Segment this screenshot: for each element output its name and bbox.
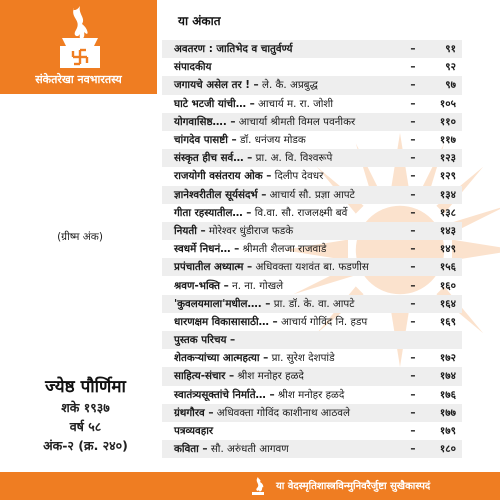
toc-dash: – [410,370,416,383]
toc-dash: – [410,134,416,147]
toc-title: स्वातंत्र्यसूक्तांचे निर्माते… – [174,388,275,401]
issue-title: ज्येष्ठ पौर्णिमा [45,377,126,397]
toc-page-number: १७२ [439,352,456,365]
issue-year: वर्ष ५८ [69,419,102,434]
toc-entry-text [162,351,406,365]
toc-page-number: १६० [439,279,456,292]
toc-author: प्रा. सुरेश देशपांडे [268,352,335,365]
toc-page-number: १२९ [439,170,456,183]
toc-title: जगायचे असेल तर ! – [174,79,259,92]
toc-row [162,240,462,258]
toc-page-number: ९२ [445,61,456,74]
toc-page-number: ११७ [439,134,456,147]
toc-page-number: १७७ [439,406,456,419]
toc-row [162,113,462,131]
left-column [0,0,160,500]
toc-row [162,386,462,404]
toc-dash: – [410,279,416,292]
toc-author: श्रीश मनोहर हळदे [234,370,304,383]
toc-entry-text [162,388,406,402]
toc-dash: – [410,152,416,165]
toc-entry-text [162,333,406,347]
toc-row [162,440,462,458]
toc-title: गीता रहस्यातील… – [174,206,252,219]
toc-entry-text [162,442,406,456]
toc-dash: – [410,261,416,274]
toc-author: प्रा. अ. वि. विश्वरूपे [252,152,333,165]
toc-entry-text [162,260,406,274]
toc-row [162,331,462,349]
toc-author: न. ना. गोखले [228,279,284,292]
table-of-contents [162,40,462,458]
toc-title: चांगदेव पासष्टी – [174,134,237,147]
toc-title: पत्रव्यवहार [174,425,214,438]
toc-author: वि.वा. सौ. राजलक्ष्मी बर्वे [251,206,348,219]
toc-title: घाटे भटजी यांची… – [174,97,255,110]
toc-title: धारणक्षम विकासासाठी… – [174,315,278,328]
toc-dash: – [410,406,416,419]
toc-author: ले. कै. अप्रबुद्ध [258,79,318,92]
toc-page-number: १२३ [439,152,456,165]
toc-entry-text [162,297,406,311]
toc-dash: – [410,297,416,310]
toc-title: शेतकऱ्यांच्या आत्महत्या – [174,352,269,365]
toc-entry-text [162,60,406,74]
toc-entry-text [162,224,406,238]
toc-dash: – [410,115,416,128]
toc-entry-text [162,424,406,438]
toc-entry-text [162,42,406,56]
toc-dash: – [410,388,416,401]
toc-page-number: १७९ [439,425,456,438]
toc-row [162,422,462,440]
issue-number: अंक-२ (क्र. २४०) [43,438,128,453]
toc-dash: – [410,443,416,456]
toc-title: साहित्य-संचार – [174,370,235,383]
toc-page-number: १०५ [439,97,456,110]
toc-page-number: १४३ [439,224,456,237]
toc-page-number: १७४ [439,370,456,383]
toc-entry-text [162,406,406,420]
toc-title: श्रवण-भक्ति – [174,279,229,292]
toc-dash: – [410,43,416,56]
toc-row [162,131,462,149]
footer-bar [0,472,500,500]
toc-entry-text [162,279,406,293]
toc-page-number: १३४ [439,188,456,201]
toc-title: ग्रंथगौरव – [174,406,214,419]
toc-entry-text [162,133,406,147]
toc-row [162,258,462,276]
toc-dash: – [410,224,416,237]
toc-page-number: ९७ [445,79,456,92]
toc-page-number: १७६ [439,388,456,401]
toc-title: संपादकीय [174,61,212,74]
toc-author: अधिवक्ता गोविंद काशीनाथ आठवले [213,406,351,419]
toc-row [162,40,462,58]
toc-page-number: १६४ [439,297,456,310]
toc-author: प्रा. डॉ. के. वा. आपटे [270,297,355,310]
toc-row [162,349,462,367]
toc-entry-text [162,315,406,329]
toc-dash: – [410,97,416,110]
toc-entry-text [162,78,406,92]
toc-row [162,95,462,113]
toc-author: आचार्य सौ. प्रज्ञा आपटे [266,188,355,201]
toc-page-number: ९१ [445,43,456,56]
toc-author: डॉ. धनंजय मोडक [236,134,306,147]
toc-entry-text [162,97,406,111]
toc-title: ज्ञानेश्वरीतील सूर्यसंदर्भ – [174,188,267,201]
toc-page-number: १६९ [439,315,456,328]
toc-dash: – [410,170,416,183]
toc-author: आचार्य गोविंद नि. हडप [277,315,368,328]
toc-row [162,167,462,185]
toc-row [162,295,462,313]
toc-row [162,58,462,76]
toc-entry-text [162,115,406,129]
toc-row [162,204,462,222]
toc-page-number: १८० [439,443,456,456]
toc-row [162,149,462,167]
toc-page-number: १३८ [439,206,456,219]
toc-author: आचार्या श्रीमती विमल पवनीकर [235,115,356,128]
toc-author: श्रीश मनोहर हळदे [274,388,345,401]
toc-dash: – [410,79,416,92]
flame-icon [248,476,268,496]
toc-row [162,404,462,422]
toc-title: 'कुवलयमाला'मधील…. – [174,297,271,310]
toc-author: अधिवक्ता यशवंत बा. फडणीस [252,261,369,274]
footer-verse: या वेदस्मृतिशास्त्रविन्मुनिवरैर्जुष्टा सुखैकास्पदं [276,481,431,492]
swastika-flame-icon [52,4,108,70]
toc-author: मोरेश्वर धुंडीराज फडके [205,224,294,237]
toc-author: सौ. अरुंधती आगवण [207,443,289,456]
toc-row [162,76,462,94]
toc-title: नियती – [174,224,206,237]
toc-dash: – [410,61,416,74]
masthead-logo-box [0,0,157,94]
toc-title: स्वधर्मे निधनं… – [174,243,240,256]
toc-row [162,276,462,294]
toc-author: आचार्य म. रा. जोशी [254,97,334,110]
toc-page-number: १४९ [439,243,456,256]
toc-row [162,367,462,385]
issue-shaka: शके १९३७ [61,400,110,415]
toc-entry-text [162,206,406,220]
toc-page-number: ११० [439,115,456,128]
toc-title: पुस्तक परिचय – [174,334,236,347]
toc-dash: – [410,352,416,365]
toc-dash: – [410,425,416,438]
masthead-tagline: संकेतरेखा नवभारतस्य [35,73,122,86]
toc-title: प्रपंचातील अध्यात्म – [174,261,253,274]
toc-entry-text [162,242,406,256]
issue-info [18,376,153,455]
toc-row [162,313,462,331]
toc-title: राजयोगी वसंतराय ओक – [174,170,272,183]
toc-author: दिलीप देवधर [271,170,324,183]
toc-entry-text [162,369,406,383]
toc-dash: – [410,188,416,201]
toc-row [162,222,462,240]
toc-page-number: १५६ [439,261,456,274]
season-label: (ग्रीष्म अंक) [57,231,103,243]
toc-title: कविता – [174,443,208,456]
toc-entry-text [162,188,406,202]
toc-title: संस्कृत हीच सर्व… – [174,152,253,165]
toc-entry-text [162,151,406,165]
toc-entry-text [162,169,406,183]
toc-author: श्रीमती शैलजा राजवाडे [239,243,327,256]
contents-heading: या अंकात [178,14,221,28]
toc-dash: – [410,243,416,256]
toc-title: योगवासिष्ठ…. – [174,115,236,128]
toc-dash: – [410,315,416,328]
toc-dash: – [410,206,416,219]
toc-title: अवतरण : जातिभेद व चातुर्वर्ण्य [174,43,293,56]
toc-row [162,186,462,204]
